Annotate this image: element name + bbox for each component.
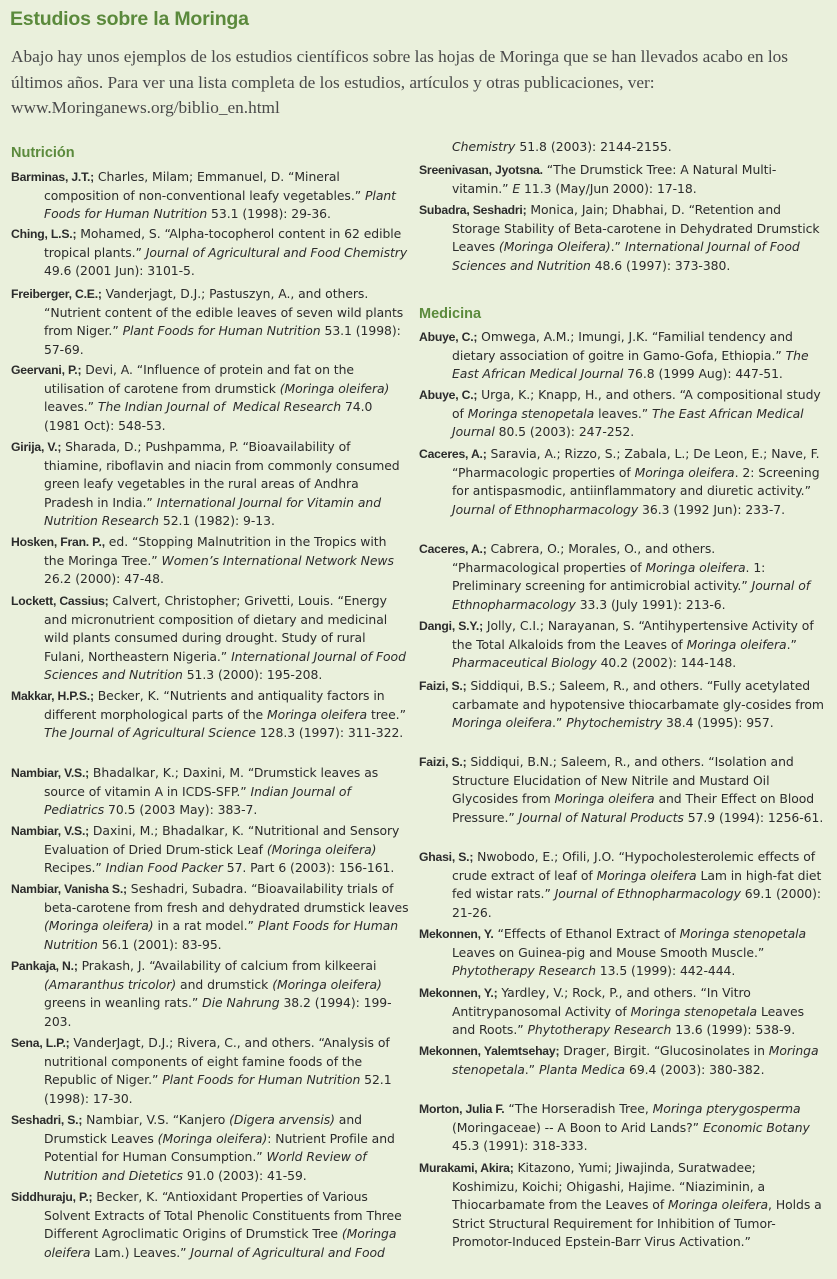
reference-item: Ching, L.S.; Mohamed, S. “Alpha-tocopherol content in 62 edible tropical plants.” Journal of Agricultural and Food Chemistry 49.6 (2001 Jun): 3101-5. — [11, 226, 408, 279]
reference-continuation: Chemistry 51.8 (2003): 2144-2155. — [452, 139, 672, 154]
reference-author: Ching, L.S.; — [11, 227, 77, 241]
reference-author: Morton, Julia F. — [419, 1102, 505, 1116]
intro-paragraph: Abajo hay unos ejemplos de los estudios científicos sobre las hojas de Moringa que se han llevados acabo en los últimos años. Para ver una lista completa de los estudios, artículos y otras publicaciones, ver: www.Moringanews.org/biblio_en.html — [11, 47, 788, 117]
reference-author: Girija, V.; — [11, 440, 62, 454]
reference-author: Murakami, Akira; — [419, 1161, 514, 1175]
reference-author: Lockett, Cassius; — [11, 594, 109, 608]
reference-author: Hosken, Fran. P., — [11, 535, 105, 549]
reference-author: Nambiar, V.S.; — [11, 766, 90, 780]
reference-item: Caceres, A.; Saravia, A.; Rizzo, S.; Zabala, L.; De Leon, E.; Nave, F. “Pharmacologic properties of Moringa oleifera. 2: Screening for antispasmodic, antiinflammatory and diuretic activity.” Journal of Ethnopharmacology 36.3 (1992 Jun): 233-7. — [419, 446, 820, 517]
reference-item: Nambiar, Vanisha S.; Seshadri, Subadra. “Bioavailability trials of beta-carotene from fresh and dehydrated drumstick leaves (Moringa oleifera) in a rat model.” Plant Foods for Human Nutrition 56.1 (2001): 83-95. — [11, 881, 409, 952]
reference-item: Pankaja, N.; Prakash, J. “Availability of calcium from kilkeerai (Amaranthus tricolor) and drumstick (Moringa oleifera) greens in weanling rats.” Die Nahrung 38.2 (1994): 199-203. — [11, 958, 392, 1029]
section-heading-medicina: Medicina — [419, 306, 482, 322]
reference-item: Subadra, Seshadri; Monica, Jain; Dhabhai, D. “Retention and Storage Stability of Beta-carotene in Dehydrated Drumstick Leaves (Moringa Oleifera).” International Journal of Food Sciences and Nutrition 48.6 (1997): 373-380. — [419, 202, 820, 273]
reference-author: Caceres, A.; — [419, 447, 487, 461]
reference-item: Morton, Julia F. “The Horseradish Tree, Moringa pterygosperma (Moringaceae) -- A Boon to Arid Lands?” Economic Botany 45.3 (1991): 318-333. — [419, 1101, 810, 1154]
reference-item: Caceres, A.; Cabrera, O.; Morales, O., and others. “Pharmacological properties of Moringa oleifera. 1: Preliminary screening for antimicrobial activity.” Journal of Ethnopharmacology 33.3 (July 1991): 213-6. — [419, 541, 811, 612]
reference-item: Mekonnen, Yalemtsehay; Drager, Birgit. “Glucosinolates in Moringa stenopetala.” Planta Medica 69.4 (2003): 380-382. — [419, 1043, 819, 1077]
reference-item: Mekonnen, Y. “Effects of Ethanol Extract of Moringa stenopetala Leaves on Guinea-pig and Mouse Smooth Muscle.” Phytotherapy Research 13.5 (1999): 442-444. — [419, 926, 807, 979]
reference-item: Murakami, Akira; Kitazono, Yumi; Jiwajinda, Suratwadee; Koshimizu, Koichi; Ohigashi, Hajime. “Niaziminin, a Thiocarbamate from the Leaves of Moringa oleifera, Holds a Strict Structural Requirement for Inhibition of Tumor-Promotor-Induced Epstein-Barr Virus Activation.” — [419, 1160, 822, 1250]
reference-author: Nambiar, Vanisha S.; — [11, 882, 127, 896]
reference-item: Siddhuraju, P.; Becker, K. “Antioxidant Properties of Various Solvent Extracts of Total Phenolic Constituents from Three Different Agroclimatic Origins of Drumstick Tree (Moringa oleifera Lam.) Leaves.” Journal of Agricultural and Food — [11, 1189, 402, 1260]
reference-item: Barminas, J.T.; Charles, Milam; Emmanuel, D. “Mineral composition of non-conventional leafy vegetables.” Plant Foods for Human Nutrition 53.1 (1998): 29-36. — [11, 169, 396, 222]
reference-author: Seshadri, S.; — [11, 1113, 83, 1127]
reference-author: Barminas, J.T.; — [11, 170, 95, 184]
reference-item: Nambiar, V.S.; Bhadalkar, K.; Daxini, M. “Drumstick leaves as source of vitamin A in ICDS-SFP.” Indian Journal of Pediatrics 70.5 (2003 May): 383-7. — [11, 765, 379, 818]
reference-author: Abuye, C.; — [419, 330, 478, 344]
reference-author: Subadra, Seshadri; — [419, 203, 527, 217]
reference-item: Abuye, C.; Omwega, A.M.; Imungi, J.K. “Familial tendency and dietary association of goitre in Gamo-Gofa, Ethiopia.” The East African Medical Journal 76.8 (1999 Aug): 447-51. — [419, 329, 809, 382]
reference-author: Sreenivasan, Jyotsna. — [419, 163, 543, 177]
reference-item: Girija, V.; Sharada, D.; Pushpamma, P. “Bioavailability of thiamine, riboflavin and niacin from commonly consumed green leafy vegetables in the rural areas of Andhra Pradesh in India.” International Journal for Vitamin and Nutrition Research 52.1 (1982): 9-13. — [11, 439, 400, 529]
reference-item: Ghasi, S.; Nwobodo, E.; Ofili, J.O. “Hypocholesterolemic effects of crude extract of leaf of Moringa oleifera Lam in high-fat diet fed wistar rats.” Journal of Ethnopharmacology 69.1 (2000): 21-26. — [419, 849, 822, 920]
reference-item: Geervani, P.; Devi, A. “Influence of protein and fat on the utilisation of carotene from drumstick (Moringa oleifera) leaves.” The Indian Journal of Medical Research 74.0 (1981 Oct): 548-53. — [11, 362, 390, 433]
reference-author: Mekonnen, Y. — [419, 927, 494, 941]
reference-item: Mekonnen, Y.; Yardley, V.; Rock, P., and others. “In Vitro Antitrypanosomal Activity of Moringa stenopetala Leaves and Roots.” Phytotherapy Research 13.6 (1999): 538-9. — [419, 985, 804, 1038]
reference-item: Makkar, H.P.S.; Becker, K. “Nutrients and antiquality factors in different morphological parts of the Moringa oleifera tree.” The Journal of Agricultural Science 128.3 (1997): 311-322. — [11, 688, 406, 741]
reference-author: Dangi, S.Y.; — [419, 619, 483, 633]
reference-item: Freiberger, C.E.; Vanderjagt, D.J.; Pastuszyn, A., and others. “Nutrient content of the edible leaves of seven wild plants from Niger.” Plant Foods for Human Nutrition 53.1 (1998): 57-69. — [11, 286, 404, 357]
reference-author: Geervani, P.; — [11, 363, 82, 377]
reference-author: Ghasi, S.; — [419, 850, 474, 864]
reference-author: Faizi, S.; — [419, 679, 467, 693]
reference-item: Faizi, S.; Siddiqui, B.S.; Saleem, R., and others. “Fully acetylated carbamate and hypotensive thiocarbamate gly-cosides from Moringa oleifera.” Phytochemistry 38.4 (1995): 957. — [419, 678, 824, 731]
reference-author: Mekonnen, Yalemtsehay; — [419, 1044, 560, 1058]
section-heading-nutricion: Nutrición — [11, 145, 75, 161]
reference-author: Caceres, A.; — [419, 542, 487, 556]
reference-item: Dangi, S.Y.; Jolly, C.I.; Narayanan, S. “Antihypertensive Activity of the Total Alkaloids from the Leaves of Moringa oleifera.” Pharmaceutical Biology 40.2 (2002): 144-148. — [419, 618, 814, 671]
reference-author: Pankaja, N.; — [11, 959, 78, 973]
reference-item: Sreenivasan, Jyotsna. “The Drumstick Tree: A Natural Multi-vitamin.” E 11.3 (May/Jun 2000): 17-18. — [419, 162, 777, 196]
reference-author: Makkar, H.P.S.; — [11, 689, 94, 703]
reference-author: Siddhuraju, P.; — [11, 1190, 93, 1204]
reference-author: Mekonnen, Y.; — [419, 986, 498, 1000]
reference-author: Freiberger, C.E.; — [11, 287, 102, 301]
reference-item: Hosken, Fran. P., ed. “Stopping Malnutrition in the Tropics with the Moringa Tree.” Women’s International Network News 26.2 (2000): 47-48. — [11, 534, 394, 587]
reference-item: Nambiar, V.S.; Daxini, M.; Bhadalkar, K. “Nutritional and Sensory Evaluation of Dried Drum-stick Leaf (Moringa oleifera) Recipes.” Indian Food Packer 57. Part 6 (2003): 156-161. — [11, 823, 400, 876]
reference-item: Seshadri, S.; Nambiar, V.S. “Kanjero (Digera arvensis) and Drumstick Leaves (Moringa oleifera): Nutrient Profile and Potential for Human Consumption.” World Review of Nutrition and Dietetics 91.0 (2003): 41-59. — [11, 1112, 395, 1183]
reference-item: Lockett, Cassius; Calvert, Christopher; Grivetti, Louis. “Energy and micronutrient composition of dietary and medicinal wild plants consumed during drought. Study of rural Fulani, Northeastern Nigeria.” International Journal of Food Sciences and Nutrition 51.3 (2000): 195-208. — [11, 593, 406, 683]
page-title: Estudios sobre la Moringa — [10, 8, 249, 30]
reference-author: Nambiar, V.S.; — [11, 824, 90, 838]
reference-item: Sena, L.P.; VanderJagt, D.J.; Rivera, C., and others. “Analysis of nutritional components of eight famine foods of the Republic of Niger.” Plant Foods for Human Nutrition 52.1 (1998): 17-30. — [11, 1035, 392, 1106]
reference-item: Faizi, S.; Siddiqui, B.N.; Saleem, R., and others. “Isolation and Structure Elucidation of New Nitrile and Mustard Oil Glycosides from Moringa oleifera and Their Effect on Blood Pressure.” Journal of Natural Products 57.9 (1994): 1256-61. — [419, 754, 824, 825]
reference-author: Faizi, S.; — [419, 755, 467, 769]
reference-author: Abuye, C.; — [419, 388, 478, 402]
reference-author: Sena, L.P.; — [11, 1036, 70, 1050]
reference-item: Abuye, C.; Urga, K.; Knapp, H., and others. “A compositional study of Moringa stenopetala leaves.” The East African Medical Journal 80.5 (2003): 247-252. — [419, 387, 821, 440]
